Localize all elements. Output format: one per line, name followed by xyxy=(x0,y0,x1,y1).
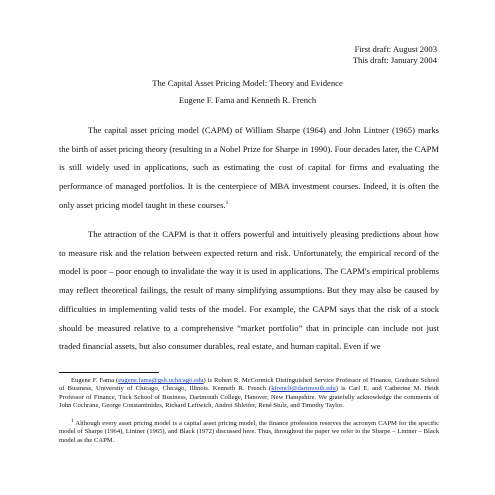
draft-dates xyxy=(257,44,437,65)
paper-authors: Eugene F. Fama and Kenneth R. French xyxy=(178,95,317,105)
footnote-author-text-1: Eugene F. Fama ( xyxy=(71,377,119,384)
footnote-1 xyxy=(59,417,439,445)
email-link-french[interactable]: kfrench@dartmouth.edu xyxy=(271,385,336,393)
paragraph-2: The attraction of the CAPM is that it offers powerful and intuitively pleasing predictions about how to measure risk and the relation between expected return and risk. Unfortunately, the empirical record of the model is poor – poor enough to invalidate the way it is used in applications. The CAPM's empirical problems may reflect theoretical failings, the result of many simplifying assumptions. But they may also be caused by difficulties in implementing valid tests of the model. For example, the CAPM says that the risk of a stock should be measured relative to a comprehensive “market portfolio” that in principle can include not just traded financial assets, but also consumer durables, real estate, and human capital. Even if we xyxy=(59,229,439,352)
footnote-ref-1[interactable]: 1 xyxy=(225,199,229,206)
paragraph-1 xyxy=(59,121,439,215)
footnote-author-text-3: ) is Carl E. and Catherine M. Heidt Professor of Finance, Tuck School of Business, Dartmouth College, Hanover, New Hampshire. We gratefully acknowledge the comments of John Cochrane, George Constantinides, Richard Leftwich, Andrei Shleifer, René Stulz, and Timothy Taylor. xyxy=(59,385,439,410)
first-draft-date: First draft: August 2003 xyxy=(354,44,437,54)
email-link-fama[interactable]: eugene.fama@gsb.uchicago.edu xyxy=(118,377,204,384)
footnote-1-mark: 1 xyxy=(71,417,74,424)
footnote-author-info xyxy=(59,377,439,411)
paper-title: The Capital Asset Pricing Model: Theory and Evidence xyxy=(152,78,343,88)
paragraph-1-text: The capital asset pricing model (CAPM) of William Sharpe (1964) and John Lintner (1965) marks the birth of asset pricing theory (resulting in a Nobel Prize for Sharpe in 1990). Four decades later, the CAPM is still widely used in applications, such as estimating the cost of capital for firms and evaluating the performance of managed portfolios. It is the centerpiece of MBA investment courses. Indeed, it is often the only asset pricing model taught in these courses. xyxy=(59,125,439,210)
footnote-1-text: Although every asset pricing model is a capital asset pricing model, the finance profession reserves the acronym CAPM for the specific model of Sharpe (1964), Lintner (1965), and Black (1972) discussed here. Thus, throughout the paper we refer to the Sharpe – Lintner – Black model as the CAPM. xyxy=(59,420,439,444)
footnote-divider xyxy=(59,372,159,373)
this-draft-date: This draft: January 2004 xyxy=(352,54,437,65)
footnote-author-text-2: ) is Robert R. McCormick Distinguished Service Professor of Finance, Graduate School of Business, University of Chicago, Chicago, Illinois. Kenneth R. French ( xyxy=(59,377,439,393)
